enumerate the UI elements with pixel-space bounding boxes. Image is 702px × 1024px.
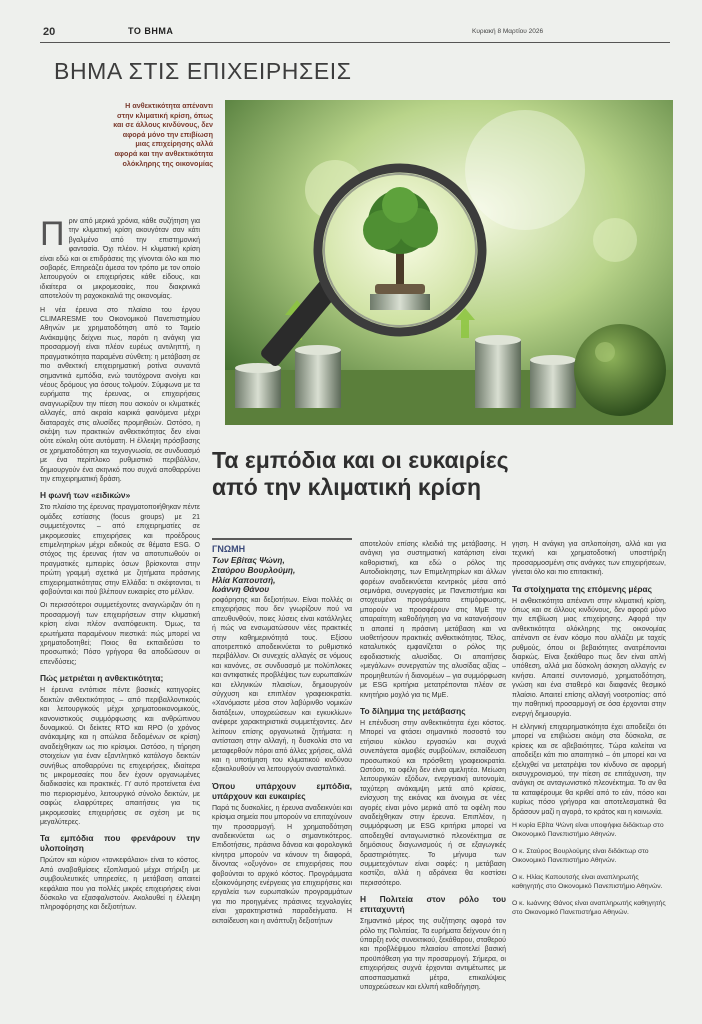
article-column-1 [40,217,200,917]
paragraph: αποτελούν επίσης κλειδιά της μετάβασης. Η ανάγκη για συστηματική κατάρτιση είναι καθοριστική, και εδώ ο ρόλος της Αυτοδιοίκησης, των Επιμελητηρίων και άλλων φορέων αναδεικνύεται κεντρικός μέσα από σεμινάρια, συνεργασίες με Πανεπιστήμια και στοχευμένα προγράμματα επιμόρφωσης, μπορούν να προσφέρουν στις ΜμΕ την απαραίτητη καθοδήγηση για να κατανοήσουν τι απαιτεί η πράσινη μετάβαση και να υιοθετήσουν πρακτικές ανθεκτικότητας. Τέλος, καταλυτικός εμφανίζεται ο ρόλος της εφοδιαστικής αλυσίδας. Οι απαιτήσεις «μεγάλων» συνεργατών της αλυσίδας αξίας – προμηθευτών ή διανομέων – για συμμόρφωση με ESG κριτήρια μετατρέπονται πλέον σε κινητήριο μοχλό για τις ΜμΕ. [360,541,506,699]
paragraph: γηση. Η ανάγκη για απλοποίηση, αλλά και για τεχνική και χρηματοδοτική υποστήριξη προσαρμοσμένη στις ανάγκες των επιχειρήσεων, γίνεται όλο και πιο επιτακτική. [512,541,666,577]
subheading: Όπου υπάρχουν εμπόδια, υπάρχουν και ευκαιρίες [212,780,352,801]
issue-date: Κυριακή 8 Μαρτίου 2026 [472,28,544,35]
subheading: Τα στοίχηματα της επόμενης μέρας [512,583,653,594]
article-column-2 [212,596,352,930]
headline-line: Τα εμπόδια και οι ευκαιρίες [212,447,509,473]
header-rule [40,42,670,43]
paragraph: Η ελληνική επιχειρηματικότητα έχει αποδείξει ότι μπορεί να επιβιώσει ακόμη στα δύσκολα, σε κρίσεις και σε αβεβαιότητες. Τώρα καλείται να αποδείξει κάτι πιο απαιτητικό – ότι μπορεί και να εξελιχθεί να μετατρέψει τον κίνδυνο σε αφορμή εκσυγχρονισμού, την πίεση σε επιτάχυνση, την ανάγκη σε ανταγωνιστικό πλεονέκτημα. Το αν θα τα καταφέρουμε θα κριθεί από το εάν, πόσο και κυρίως πόσο γρήγορα και αποτελεσματικά θα δράσουν μαζί η αγορά, το κράτος και η κοινωνία. [512,723,666,816]
paragraph: ροφόρησης και δεξιοτήτων. Είναι πολλές οι επιχειρήσεις που δεν γνωρίζουν πού να απευθυνθούν, ποιες λύσεις είναι κατάλληλες ή πώς να ενσωματώσουν νέες πρακτικές στην καθημερινότητά τους. Εξίσου αποτρεπτικό αποδεικνύεται το ρυθμιστικό περιβάλλον. Οι συνεχείς αλλαγές σε νόμους και κανόνες, σε συνδυασμό με πολύπλοκες και αντιφατικές προβλέψεις των ευρωπαϊκών και ελληνικών πλαισίων, δημιουργούν σύγχυση και επιπλέον γραφειοκρατία. «Χανόμαστε μέσα στον λαβύρινθο νομικών διατάξεων, υποχρεώσεων και εγκυκλίων» ανέφερε χαρακτηριστικά συμμετέχοντες. Δεν λείπουν επίσης οργανωτικά ζητήματα: η αντίσταση στην αλλαγή, η δυσκολία στο να μεταφερθούν πόροι από άλλες χρήσεις, αλλά και η υποτίμηση του κλιματικού κινδύνου εξακολουθούν να λειτουργούν ανασταλτικά. [212,597,352,774]
article-column-4 [512,540,666,925]
lead-line: Η ανθεκτικότητα απέναντι [125,101,213,110]
moss-globe [574,324,666,416]
opinion-box [212,538,352,595]
magnifier-tree-illustration [225,100,673,425]
paragraph: ριν από μερικά χρόνια, κάθε συζήτηση για την κλιματική κρίση ακουγόταν σαν κάτι βγαλμένο από την επιστημονική φαντασία. Όχι πλέον. Η κλιματική κρίση είναι εδώ και οι επιδράσεις της γίνονται όλο και πιο σοβαρές. Επηρεάζει άμεσα τον τρόπο με τον οποίο λειτουργούν οι επιχειρήσεις κάθε είδους, και ιδιαίτερα οι μικρομεσαίες, που διακρινικά αποτελούν τη ραχοκοκαλιά της οικονομίας. [40,218,200,301]
paragraph: Η ανθεκτικότητα απέναντι στην κλιματική κρίση, όπως και σε άλλους κινδύνους, δεν αφορά μόνο την επιβίωση μιας επιχείρησης. Αφορά την ανθεκτικότητα ολόκληρης της οικονομίας απέναντι σε έναν κόσμο που αλλάζει με ταχείς ρυθμούς, όπου οι βεβαιότητες ανατρέπονται διαρκώς. Είναι ξεκάθαρο πως δεν είναι απλή υπόθεση, αλλά μια δύσκολη άσκηση αλλαγής εν κινήσει. Απαιτεί συντονισμό, χρηματοδότηση, γνώση και ένα σταθερό και διαφανές θεσμικό πλαίσιο. Απαιτεί επίσης αλλαγή νοοτροπίας: από την παθητική προσαρμογή σε όσα έρχονται στην ενεργή δημιουργία. [512,597,666,718]
coin-stack-1 [235,363,281,408]
coin-stack-3 [475,335,521,408]
section-title: ΒΗΜΑ ΣΤΙΣ ΕΠΙΧΕΙΡΗΣΕΙΣ [54,58,352,84]
subheading: Τα εμπόδια που φρενάρουν την υλοποίηση [40,833,200,854]
subheading: Η φωνή των «ειδικών» [40,490,131,501]
lead-line: στην κλιματική κρίση, όπως [117,110,213,120]
author-name: Των Εβίτας Ψώνη, [212,555,285,565]
paragraph: Πρώτον και κύριον «τονκεφάλαιο» είναι το κόστος. Από αναβαθμίσεις εξοπλισμού μέχρι στήριξη με συμβουλευτικές υπηρεσίες, η μετάβαση απαιτεί κεφάλαια που για πολλές μικρές επιχειρήσεις είναι δύσκολο να εξασφαλιστούν. Ακολουθεί η έλλειψη πληροφόρησης και δεξιοτήτων. [40,857,200,912]
lead-line: και σε άλλους κινδύνους, δεν [113,120,213,130]
author-bio: Η κυρία Εβίτα Ψώνη είναι υποψήφια διδάκτωρ στο Οικονομικό Πανεπιστήμιο Αθηνών. [512,821,664,838]
author-bio: Ο κ. Ιωάννης Θάνος είναι αναπληρωτής καθηγητής στο Οικονομικό Πανεπιστήμιο Αθηνών. [512,899,666,916]
author-bio: Ο κ. Ηλίας Καπουτσής είναι αναπληρωτής καθηγητής στο Οικονομικό Πανεπιστήμιο Αθηνών. [512,873,663,890]
author-bio: Ο κ. Σταύρος Βουρλούμης είναι διδάκτωρ στο Οικονομικό Πανεπιστήμιο Αθηνών. [512,847,649,864]
author-list [212,556,352,595]
author-name: Ηλία Καπουτσή, [212,574,276,585]
coin-stack-2 [295,345,341,408]
lead-line: αφορά και την ανθεκτικότητα [114,148,213,158]
publication-name: ΤΟ ΒΗΜΑ [128,26,174,36]
page-header [0,26,702,42]
lead-summary [95,101,213,168]
paragraph: Παρά τις δυσκολίες, η έρευνα αναδεικνύει και κρίσιμα σημεία που μπορούν να επιταχύνουν την προσαρμογή. Η χρηματοδότηση αναδεικνύεται ως ο σημαντικότερος. Επιδοτήσεις, πράσινα δάνεια και φορολογικά κίνητρα μπορούν να κάνουν τη διαφορά, δίνοντας «οξυγόνο» σε επιχειρήσεις που φοβούνται το αρχικό κόστος. Προγράμματα εξοικονόμησης ενέργειας για επιχειρήσεις και εργαλεία των ευρωπαϊκών προγραμμάτων για πιο προηγμένες πράσινες τεχνολογίες είναι χαρακτηριστικά παραδείγματα. Η εκπαίδευση και η ανάπτυξη δεξιοτήτων [212,804,352,925]
lead-line: μιας επιχείρησης αλλά [135,139,213,149]
lead-line: αφορά μόνο την επιβίωση [122,129,213,139]
paragraph: Η έρευνα εντόπισε πέντε βασικές κατηγορίες δεικτών ανθεκτικότητας – από περιβαλλοντικούς και λειτουργικούς μέχρι χρηματοοικονομικούς, κανονιστικούς συμμόρφωσης και ανθρώπινου δυναμικού. Οι δείκτες RTO και RPO (ο χρόνος ανάκαμψης και η απώλεια δεδομένων σε κρίση) αναδείχθηκαν ως πιο κρίσιμοι. Ωστόσο, η τήρηση στοιχείων για έναν εξαντλητικό κατάλογο δεικτών συνήθως αποθαρρύνει τις επιχειρήσεις, ιδιαίτερα τις μικρομεσαίες που δεν έχουν οργανωμένες διαδικασίες και πρακτικές. Γι’ αυτό προτείνεται ένα πιο περιορισμένο, λειτουργικό σύνολο δεικτών, με σαφώς ελαφρύτερες απαιτήσεις για τις μικρομεσαίες επιχειρήσεις σε σχέση με τις μεγαλύτερες. [40,687,200,826]
author-name: Ιωάννη Θάνου [212,584,270,595]
drop-cap: Π [40,215,65,253]
paragraph: Η νέα έρευνα στο πλαίσιο του έργου CLIMARESME του Οικονομικού Πανεπιστημίου Αθηνών με χρηματοδότηση από το Ταμείο Ανάκαμψης δείχνει πως, παρότι η ανάγκη για προσαρμογή είναι πλέον ευρέως αντιληπτή, η πραγματικότητα παραμένει σύνθετη: η μετάβαση σε πιο ανθεκτική επιχειρηματική ροτίνα συναντά σημαντικά εμπόδια, ενώ ταυτόχρονα ανοίγει και νέους δρόμους για όσους τολμούν. Σύμφωνα με τα ευρήματα της έρευνας, οι επιχειρήσεις αναγνωρίζουν την πίεση που ασκούν οι κλιματικές αλλαγές, από ακραία καιρικά φαινόμενα μέχρι διαταραχές στις αλυσίδες προμηθειών. Ωστόσο, η σκέψη των πρακτικών ανθεκτικότητας δεν είναι ούτε εύκολη ούτε αυτόματη. Η έλλειψη πρόσβασης σε χρηματοδότηση και τεχνογνωσία, σε συνδυασμό με ένα περίπλοκο ρυθμιστικό περιβάλλον, δημιουργούν ένα σκηνικό που συχνά αποθαρρύνει την επιχειρηματική δράση. [40,306,200,483]
headline [212,447,657,501]
coin-stack-4 [530,355,576,408]
paragraph: Η επένδυση στην ανθεκτικότητα έχει κόστος. Μπορεί να φτάσει σημαντικό ποσοστό του ετήσιου κύκλου εργασιών και συχνά συνεπάγεται αμοιβές συμβούλων, εκπαίδευση προσωπικού και πρόσθετη γραφειοκρατία. Ωστόσο, τα οφέλη δεν είναι αμελητέα. Μείωση λειτουργικών εξόδων, ενεργειακή αυτονομία, ταχύτερη ανάκαμψη μετά από κρίσεις, ενίσχυση της εικόνας και άνοιγμα σε νέες αγορές είναι μόνο μερικά από τα οφέλη που αναδείχθηκαν στην έρευνα. Επιπλέον, η συμμόρφωση με ESG κριτήρια μπορεί να αποδειχθεί ανταγωνιστικό πλεονέκτημα σε δημόσιους διαγωνισμούς ή σε εξαγωγικές δραστηριότητες. Το μήνυμα των συμμετεχόντων είναι σαφές: η μετάβαση κοστίζει, αλλά η αδράνεια θα κοστίσει περισσότερο. [360,719,506,887]
subheading: Πώς μετριέται η ανθεκτικότητα; [40,673,164,684]
paragraph: Σημαντικό μέρος της συζήτησης αφορά τον ρόλο της Πολιτείας. Τα ευρήματα δείχνουν ότι η ύπαρξη ενός συνεκτικού, ξεκάθαρου, σταθερού και προβλέψιμου πλαισίου αποτελεί βασική προϋπόθεση για την προσαρμογή. Σήμερα, οι επιχειρήσεις συχνά έρχονται αντιμέτωπες με αποσπασματικά μέτρα, επικαλύψεις υποχρεώσεων και ελλιπή καθοδήγηση. [360,918,507,992]
subheading: Η Πολιτεία στον ρόλο του επιταχυντή [360,894,506,915]
subheading: Το δίλημμα της μετάβασης [360,705,466,716]
page-number: 20 [43,26,56,38]
author-name: Σταύρου Βουρλούμη, [212,564,296,575]
headline-line: από την κλιματική κρίση [212,474,482,500]
article-column-3 [360,540,506,996]
paragraph: Οι περισσότεροι συμμετέχοντες αναγνώριζαν ότι η προσαρμογή των επιχειρήσεων στην κλιματική κρίση είναι πλέον αναπόφευκτη. Όμως, τα ερωτήματα παραμένουν πιεστικά: πώς μπορεί να χρηματοδοτηθεί; Ποιος θα εκπαιδεύσει το προσωπικό; Πόσο γρήγορα θα αποδώσουν οι επενδύσεις; [40,602,200,666]
paragraph: Στο πλαίσιο της έρευνας πραγματοποιήθηκαν πέντε ομάδες εστίασης (focus groups) με 21 συμμετέχοντες – από επιχειρηματίες σε μικρομεσαίες επιχειρήσεις και προέδρους επιμελητηρίων μέχρι ειδικούς σε θέματα ESG. Ο στόχος της έρευνας ήταν να αποτυπωθούν οι πραγματικές εμπειρίες όσων βρίσκονται στην πρώτη γραμμή σχετικά με ζητήματα πράσινης επιχειρηματικότητας στην Ελλάδα: τι σκέφτονται, τι φοβούνται και πού βλέπουν ευκαιρίες στο μέλλον. [40,504,200,597]
lead-line: ολόκληρης της οικονομίας [122,158,213,168]
opinion-label: ΓΝΩΜΗ [212,544,246,554]
article-photo [225,100,673,425]
